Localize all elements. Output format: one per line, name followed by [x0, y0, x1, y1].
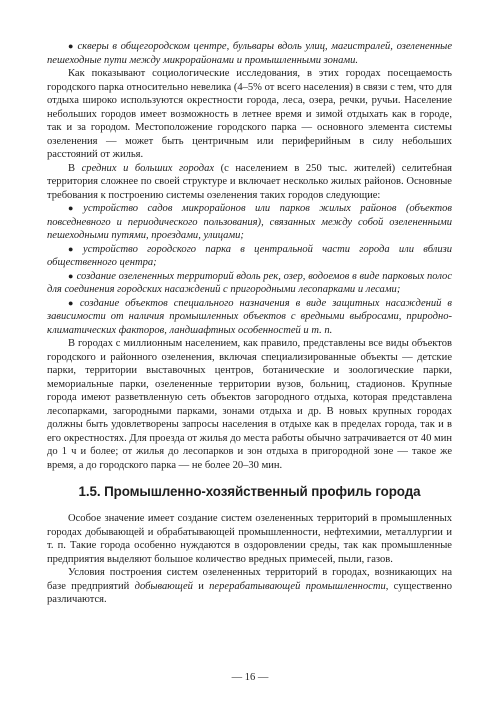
section-heading: 1.5. Промышленно-хозяйственный профиль города [78, 484, 421, 499]
emphasis-text: средних и больших городах [81, 162, 215, 174]
paragraph-text: (с населением в 250 тыс. жителей) селитебная территория сложнее по своей структуре и включает несколько жилых районов. Основные требования к построению системы озеленения таких городов следующие: [47, 162, 452, 201]
bullet-icon: ● [68, 297, 77, 308]
bullet-icon: ● [68, 203, 81, 213]
bullet-icon: ● [68, 243, 81, 254]
paragraph-text: и [192, 580, 210, 592]
bullet-icon: ● [68, 270, 74, 281]
body-paragraph: Как показывают социологические исследования, в этих городах посещаемость городского парка относительно невелика (4–5% от всего населения) в связи с тем, что для отдыха широко используются окрестности города, леса, озера, речки, ручьи. Население небольших городов имеет возможность в летнее время и зимой отдыхать как в городе, так и за городом. Местоположение городского парка — основного элемента системы озеленения — может быть центричным или периферийным в силу небольших расстояний от жилья. [47, 68, 452, 160]
body-paragraph [47, 162, 452, 203]
paragraph-text: Условия построения систем озелененных территорий в городах, возникающих на базе предприятий [47, 567, 452, 592]
paragraph-text: В [68, 162, 82, 174]
list-item-text: создание озелененных территорий вдоль рек, озер, водоемов в виде парковых полос для соединения городских насаждений с пригородными лесопарками и лесами; [47, 270, 452, 295]
list-item [47, 40, 452, 67]
list-item [47, 297, 452, 338]
page-number: — 16 — [231, 672, 269, 683]
body-paragraph [47, 566, 452, 607]
list-item-text: устройство садов микрорайонов или парков жилых районов (объектов повседневного и периодического пользования), связанных между собой озелененными пешеходными путями, проездами, улицами; [47, 203, 452, 241]
bullet-icon: ● [68, 41, 75, 51]
body-paragraph: В городах с миллионным населением, как правило, представлены все виды объектов городского и районного озеленения, включая специализированные объекты — детские парки, территории выставочных центров, ботанические и зоологические парки, мемориальные парки, озелененные территории вузов, больниц, стадионов. Крупные города имеют разветвленную сеть объектов загородного отдыха, которая представлена лесопарками, загородными парками, зонами отдыха и др. В новых крупных городах должны быть удовлетворены запросы населения в отдыхе как в пределах города, так и в его окрестностях. Для проезда от жилья до места работы обычно затрачивается от 40 мин до 1 ч и более; от жилья до лесопарков и зон отдыха в пригородной зоне — такое же время, а до городского парка — не более 20–30 мин. [47, 338, 452, 471]
body-paragraph: Особое значение имеет создание систем озелененных территорий в промышленных городах добывающей и обрабатывающей промышленности, нефтехимии, металлургии и т. п. Такие города особенно нуждаются в оздоровлении среды, так как промышленные предприятия выделяют большое количество вредных примесей, пыли, газов. [47, 513, 452, 565]
emphasis-text: перерабатывающей промышленности [209, 580, 386, 592]
list-item [47, 202, 452, 243]
list-item-text: скверы в общегородском центре, бульвары вдоль улиц, магистралей, озелененные пешеходные пути между микрорайонами и промышленными зонами. [47, 41, 452, 66]
emphasis-text: добывающей [134, 580, 193, 592]
list-item-text: создание объектов специального назначения в виде защитных насаждений в зависимости от наличия промышленных объектов с вредными выбросами, природно-климатических факторов, ландшафтных особенностей и т. п. [47, 297, 452, 336]
list-item [47, 270, 452, 297]
list-item-text: устройство городского парка в центральной части города или вблизи общественного центра; [47, 243, 452, 268]
list-item [47, 243, 452, 270]
paragraph-text: , существенно различаются. [47, 580, 453, 605]
